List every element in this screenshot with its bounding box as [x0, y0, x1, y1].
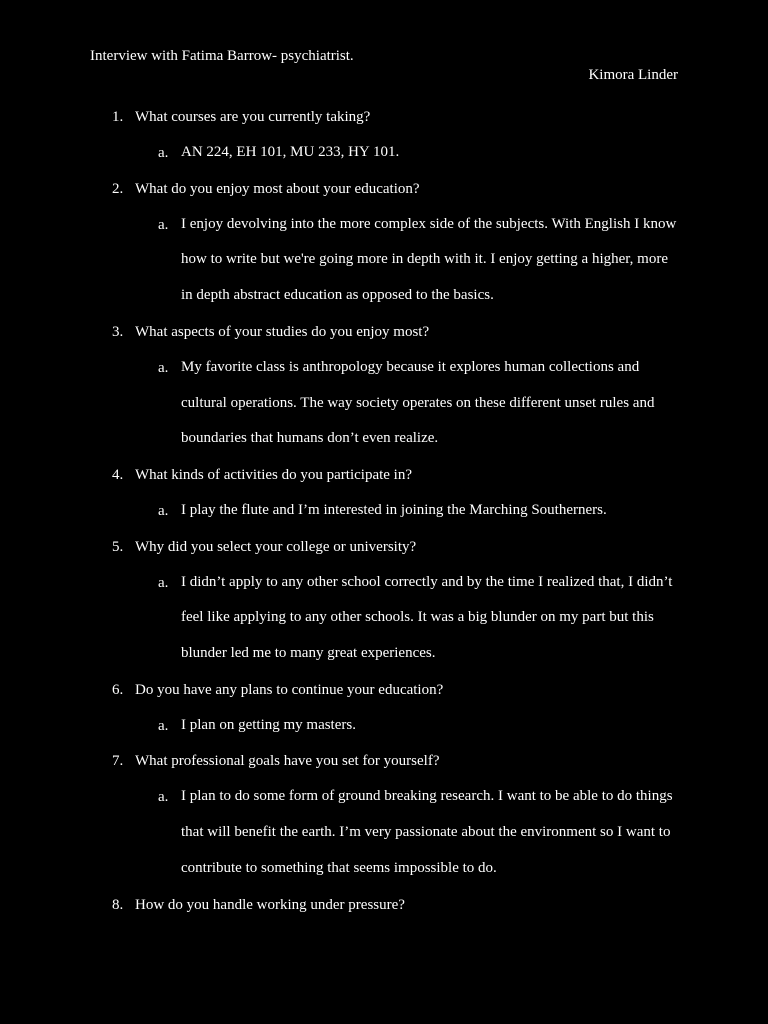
question-item-2 [0, 171, 768, 207]
question-text: Why did you select your college or university? [135, 538, 417, 555]
answer-item-7 [0, 779, 768, 886]
answer-letter: a. [158, 717, 169, 734]
question-item-3 [0, 314, 768, 350]
question-number: 5. [112, 538, 124, 555]
answer-item-4 [0, 493, 768, 529]
question-number: 4. [112, 466, 124, 483]
answer-text: I plan on getting my masters. [181, 716, 356, 733]
answer-text: I enjoy devolving into the more complex side of the subjects. With English I know how to write but we're going more in depth with it. I enjoy getting a higher, more in depth abstract education as opposed to the basics. [181, 215, 677, 304]
question-text: What aspects of your studies do you enjoy most? [135, 323, 430, 340]
answer-text: My favorite class is anthropology because it explores human collections and cultural operations. The way society operates on these different unset rules and boundaries that humans don’t even realize. [181, 358, 655, 447]
question-text: Do you have any plans to continue your education? [135, 681, 444, 698]
answer-text: I plan to do some form of ground breaking research. I want to be able to do things that will benefit the earth. I’m very passionate about the environment so I want to contribute to something that seems impossible to do. [181, 788, 673, 876]
answer-letter: a. [158, 216, 169, 233]
answer-item-2 [0, 207, 768, 314]
answer-text: I play the flute and I’m interested in joining the Marching Southerners. [181, 501, 607, 518]
answer-item-3 [0, 350, 768, 457]
question-number: 8. [112, 896, 124, 913]
question-item-1 [0, 99, 768, 135]
answer-letter: a. [158, 789, 169, 806]
question-item-5 [0, 529, 768, 565]
question-text: What do you enjoy most about your education? [135, 180, 420, 197]
document-title: Interview with Fatima Barrow- psychiatrist. [90, 48, 354, 64]
question-number: 2. [112, 180, 124, 197]
answer-letter: a. [158, 502, 169, 519]
answer-letter: a. [158, 574, 169, 591]
question-text: What professional goals have you set for yourself? [135, 753, 440, 770]
question-number: 1. [112, 109, 124, 125]
answer-item-1 [0, 135, 768, 171]
question-text: How do you handle working under pressure? [135, 896, 405, 913]
question-item-4 [0, 457, 768, 493]
question-number: 7. [112, 753, 124, 770]
question-item-8 [0, 887, 768, 923]
answer-letter: a. [158, 359, 169, 376]
answer-item-6 [0, 708, 768, 744]
question-text: What kinds of activities do you participate in? [135, 466, 413, 483]
question-text: What courses are you currently taking? [135, 109, 371, 125]
answer-letter: a. [158, 145, 169, 161]
question-number: 6. [112, 681, 124, 698]
answer-item-5 [0, 565, 768, 672]
answer-text: AN 224, EH 101, MU 233, HY 101. [181, 144, 400, 160]
question-item-6 [0, 672, 768, 708]
answer-text: I didn’t apply to any other school correctly and by the time I realized that, I didn’t feel like applying to any other schools. It was a big blunder on my part but this blunder led me to many great experiences. [181, 573, 673, 662]
interview-list [0, 99, 768, 923]
author-name: Kimora Linder [588, 67, 678, 83]
question-item-7 [0, 743, 768, 779]
question-number: 3. [112, 323, 124, 340]
